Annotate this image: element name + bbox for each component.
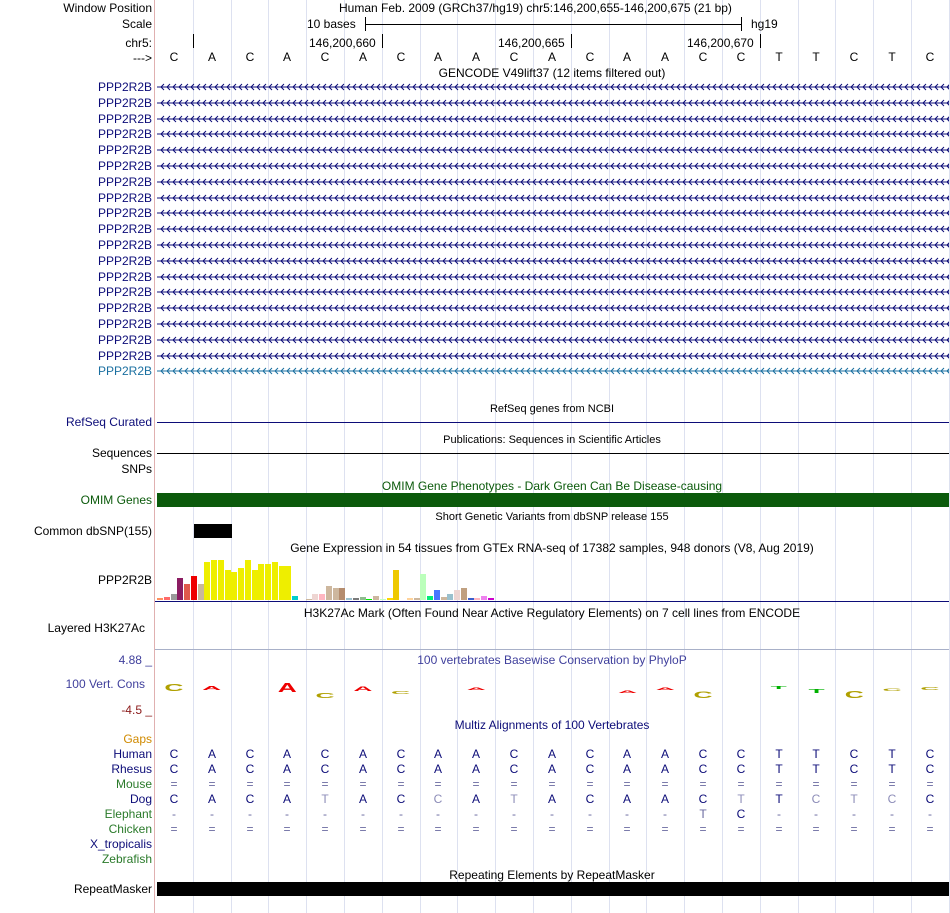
multiz-aligned-base: = <box>699 822 707 836</box>
multiz-aligned-base: - <box>361 807 365 821</box>
multiz-aligned-base: - <box>248 807 252 821</box>
multiz-aligned-base: A <box>660 762 669 776</box>
multiz-aligned-base: = <box>586 777 594 791</box>
gencode-gene-label[interactable]: PPP2R2B <box>97 206 152 220</box>
multiz-species-label[interactable]: Chicken <box>108 822 152 836</box>
multiz-aligned-base: C <box>736 762 746 776</box>
gtex-tissue-bar[interactable] <box>319 594 325 600</box>
gtex-tissue-bar[interactable] <box>353 598 359 600</box>
multiz-aligned-base: - <box>928 807 932 821</box>
gencode-gene-label[interactable]: PPP2R2B <box>97 333 152 347</box>
conservation-logo-glyph: C <box>693 690 713 701</box>
gencode-transcript[interactable] <box>157 301 949 315</box>
gtex-tissue-bar[interactable] <box>393 570 399 600</box>
multiz-aligned-base: C <box>169 792 179 806</box>
multiz-aligned-base: C <box>811 792 821 806</box>
reference-base: A <box>547 50 556 64</box>
multiz-aligned-base: = <box>397 777 405 791</box>
gencode-transcript[interactable] <box>157 112 949 126</box>
multiz-aligned-base: - <box>814 807 818 821</box>
multiz-aligned-base: = <box>208 822 216 836</box>
gencode-transcript[interactable] <box>157 206 949 220</box>
conservation-logo-glyph: A <box>617 690 638 694</box>
multiz-species-label[interactable]: Dog <box>129 792 152 806</box>
refseq-track-label[interactable]: RefSeq Curated <box>65 415 152 429</box>
multiz-aligned-base: T <box>321 792 329 806</box>
multiz-aligned-base: = <box>775 777 783 791</box>
multiz-aligned-base: T <box>850 792 858 806</box>
position-label-2: 146,200,665 <box>498 36 565 50</box>
scale-db-label: hg19 <box>751 17 778 31</box>
repeatmasker-track-title[interactable]: Repeating Elements by RepeatMasker <box>449 868 655 882</box>
gencode-transcript[interactable] <box>157 254 949 268</box>
gtex-tissue-bar[interactable] <box>177 578 183 600</box>
multiz-aligned-base: = <box>775 822 783 836</box>
multiz-aligned-base: T <box>775 792 783 806</box>
multiz-aligned-base: C <box>887 792 897 806</box>
multiz-aligned-base: = <box>283 777 291 791</box>
multiz-aligned-base: A <box>471 792 480 806</box>
gencode-transcript[interactable] <box>157 333 949 347</box>
multiz-aligned-base: = <box>434 777 442 791</box>
multiz-aligned-base: T <box>510 792 518 806</box>
multiz-aligned-base: A <box>282 762 291 776</box>
reference-base: T <box>812 50 820 64</box>
reference-base: C <box>396 50 406 64</box>
position-tick <box>382 34 383 48</box>
multiz-aligned-base: = <box>548 777 556 791</box>
position-tick <box>571 34 572 48</box>
gencode-gene-label[interactable]: PPP2R2B <box>97 317 152 331</box>
gencode-gene-label[interactable]: PPP2R2B <box>97 80 152 94</box>
multiz-aligned-base: - <box>663 807 667 821</box>
multiz-aligned-base: - <box>512 807 516 821</box>
multiz-aligned-base: = <box>926 822 934 836</box>
reference-base: A <box>622 50 631 64</box>
gtex-tissue-bar[interactable] <box>326 586 332 600</box>
multiz-aligned-base: = <box>510 777 518 791</box>
gtex-tissue-bar[interactable] <box>265 564 271 600</box>
repeatmasker-element-bar[interactable] <box>157 882 949 896</box>
multiz-aligned-base: = <box>208 777 216 791</box>
conservation-logo-glyph: T <box>808 688 825 695</box>
gtex-tissue-bar[interactable] <box>231 572 237 600</box>
multiz-aligned-base: - <box>550 807 554 821</box>
multiz-aligned-base: C <box>396 747 406 761</box>
multiz-aligned-base: A <box>547 747 556 761</box>
reference-base: C <box>698 50 708 64</box>
gencode-gene-label[interactable]: PPP2R2B <box>97 175 152 189</box>
conservation-logo[interactable] <box>155 676 949 706</box>
reference-base: C <box>320 50 330 64</box>
gencode-gene-label[interactable]: PPP2R2B <box>97 159 152 173</box>
reference-base: T <box>888 50 896 64</box>
multiz-aligned-base: C <box>320 762 330 776</box>
multiz-aligned-base: = <box>661 777 669 791</box>
multiz-aligned-base: C <box>396 762 406 776</box>
conservation-logo-glyph: T <box>770 685 787 691</box>
chromosome-label: chr5: <box>125 36 152 50</box>
multiz-species-label[interactable]: X_tropicalis <box>89 837 152 851</box>
conservation-logo-glyph: C <box>164 682 184 694</box>
multiz-aligned-base: A <box>207 792 216 806</box>
dbsnp-variant-block[interactable] <box>194 524 232 538</box>
multiz-aligned-base: = <box>586 822 594 836</box>
gencode-gene-label[interactable]: PPP2R2B <box>97 238 152 252</box>
omim-gene-bar[interactable] <box>157 493 949 507</box>
track-label-divider <box>154 0 155 913</box>
multiz-aligned-base: = <box>321 777 329 791</box>
multiz-aligned-base: = <box>472 822 480 836</box>
multiz-aligned-base: - <box>323 807 327 821</box>
gencode-transcript[interactable] <box>157 317 949 331</box>
assembly-position-text: Human Feb. 2009 (GRCh37/hg19) chr5:146,200,655-146,200,675 (21 bp) <box>339 1 732 15</box>
gtex-tissue-bar[interactable] <box>339 588 345 600</box>
multiz-aligned-base: T <box>812 762 820 776</box>
gencode-transcript[interactable] <box>157 285 949 299</box>
multiz-aligned-base: T <box>775 747 783 761</box>
multiz-species-label[interactable]: Gaps <box>123 732 152 746</box>
gtex-tissue-bar[interactable] <box>454 590 460 600</box>
conservation-logo-glyph: C <box>920 686 940 692</box>
gtex-tissue-bar[interactable] <box>380 599 386 600</box>
multiz-aligned-base: - <box>474 807 478 821</box>
repeatmasker-track-label[interactable]: RepeatMasker <box>73 882 152 896</box>
multiz-species-label[interactable]: Mouse <box>115 777 152 791</box>
reference-base: C <box>509 50 519 64</box>
gencode-gene-label[interactable]: PPP2R2B <box>97 349 152 363</box>
multiz-aligned-base: = <box>246 777 254 791</box>
multiz-aligned-base: A <box>358 792 367 806</box>
conservation-ymin-label: -4.5 _ <box>121 703 152 717</box>
h3k27ac-baseline <box>155 649 949 650</box>
gencode-gene-label[interactable]: PPP2R2B <box>97 143 152 157</box>
gtex-tissue-bar[interactable] <box>184 584 190 600</box>
multiz-aligned-base: C <box>736 807 746 821</box>
multiz-aligned-base: C <box>585 762 595 776</box>
multiz-aligned-base: C <box>925 762 935 776</box>
gencode-transcript[interactable] <box>157 143 949 157</box>
multiz-aligned-base: A <box>471 762 480 776</box>
multiz-aligned-base: = <box>926 777 934 791</box>
multiz-aligned-base: A <box>622 762 631 776</box>
gencode-transcript[interactable] <box>157 364 949 378</box>
multiz-aligned-base: = <box>170 777 178 791</box>
reference-base: A <box>207 50 216 64</box>
scale-bar <box>365 24 741 25</box>
multiz-aligned-base: C <box>320 747 330 761</box>
multiz-aligned-base: A <box>547 792 556 806</box>
reference-base: C <box>736 50 746 64</box>
publications-sequences-label[interactable]: Sequences <box>91 446 152 460</box>
reference-base: T <box>775 50 783 64</box>
multiz-track-title[interactable]: Multiz Alignments of 100 Vertebrates <box>454 718 650 732</box>
gtex-tissue-bar[interactable] <box>164 597 170 600</box>
gtex-tissue-bar[interactable] <box>245 560 251 600</box>
window-position-label: Window Position <box>63 1 152 15</box>
multiz-aligned-base: A <box>660 792 669 806</box>
gtex-tissue-bar[interactable] <box>157 598 163 600</box>
multiz-aligned-base: - <box>588 807 592 821</box>
multiz-aligned-base: C <box>585 792 595 806</box>
gtex-tissue-bar[interactable] <box>346 598 352 600</box>
reference-base: A <box>433 50 442 64</box>
multiz-aligned-base: C <box>433 792 443 806</box>
reference-base: A <box>282 50 291 64</box>
multiz-aligned-base: = <box>472 777 480 791</box>
multiz-aligned-base: A <box>433 747 442 761</box>
multiz-aligned-base: - <box>436 807 440 821</box>
conservation-logo-glyph: C <box>315 691 335 700</box>
multiz-aligned-base: = <box>812 777 820 791</box>
multiz-aligned-base: C <box>245 762 255 776</box>
position-label-1: 146,200,660 <box>309 36 376 50</box>
gtex-tissue-bar[interactable] <box>461 588 467 600</box>
multiz-aligned-base: C <box>925 792 935 806</box>
gtex-tissue-bar[interactable] <box>191 576 197 600</box>
multiz-aligned-base: C <box>925 747 935 761</box>
gencode-gene-label[interactable]: PPP2R2B <box>97 222 152 236</box>
gencode-gene-label[interactable]: PPP2R2B <box>97 112 152 126</box>
multiz-aligned-base: A <box>358 762 367 776</box>
multiz-aligned-base: = <box>850 777 858 791</box>
multiz-aligned-base: T <box>888 762 896 776</box>
multiz-species-label[interactable]: Zebrafish <box>101 852 152 866</box>
gtex-track-title[interactable]: Gene Expression in 54 tissues from GTEx RNA-seq of 17382 samples, 948 donors (V8, Aug 2019) <box>290 541 814 555</box>
gtex-tissue-bar[interactable] <box>488 598 494 600</box>
multiz-species-label[interactable]: Human <box>113 747 152 761</box>
gtex-tissue-bar[interactable] <box>366 599 372 600</box>
multiz-aligned-base: - <box>399 807 403 821</box>
multiz-aligned-base: A <box>282 747 291 761</box>
gtex-tissue-bar[interactable] <box>427 596 433 600</box>
reference-base: A <box>358 50 367 64</box>
multiz-aligned-base: C <box>396 792 406 806</box>
multiz-aligned-base: C <box>849 747 859 761</box>
gtex-gene-label[interactable]: PPP2R2B <box>97 573 152 587</box>
gtex-tissue-bar[interactable] <box>211 560 217 600</box>
conservation-logo-glyph: C <box>844 689 864 701</box>
multiz-aligned-base: = <box>812 822 820 836</box>
gencode-transcript[interactable] <box>157 270 949 284</box>
gtex-tissue-bar[interactable] <box>218 560 224 600</box>
gencode-gene-label[interactable]: PPP2R2B <box>97 96 152 110</box>
multiz-aligned-base: A <box>622 747 631 761</box>
multiz-aligned-base: A <box>207 762 216 776</box>
omim-track-title[interactable]: OMIM Gene Phenotypes - Dark Green Can Be Disease-causing <box>381 479 723 493</box>
gencode-transcript[interactable] <box>157 238 949 252</box>
multiz-aligned-base: C <box>169 762 179 776</box>
multiz-aligned-base: A <box>282 792 291 806</box>
conservation-track-label[interactable]: 100 Vert. Cons <box>65 677 145 691</box>
multiz-species-label[interactable]: Rhesus <box>111 762 152 776</box>
multiz-aligned-base: A <box>471 747 480 761</box>
gtex-tissue-bar[interactable] <box>407 598 413 600</box>
gtex-tissue-bar[interactable] <box>285 566 291 600</box>
multiz-aligned-base: - <box>625 807 629 821</box>
position-label-3: 146,200,670 <box>687 36 754 50</box>
reference-base: C <box>169 50 179 64</box>
multiz-aligned-base: T <box>775 762 783 776</box>
multiz-aligned-base: = <box>359 777 367 791</box>
refseq-track-title[interactable]: RefSeq genes from NCBI <box>489 403 615 415</box>
gencode-transcript[interactable] <box>157 127 949 141</box>
multiz-aligned-base: - <box>285 807 289 821</box>
multiz-aligned-base: = <box>510 822 518 836</box>
h3k27ac-track-label[interactable]: Layered H3K27Ac <box>47 621 145 635</box>
gtex-tissue-bar[interactable] <box>312 594 318 600</box>
multiz-aligned-base: A <box>622 792 631 806</box>
multiz-aligned-base: A <box>547 762 556 776</box>
multiz-aligned-base: T <box>699 807 707 821</box>
gencode-gene-label[interactable]: PPP2R2B <box>97 364 152 378</box>
multiz-aligned-base: = <box>623 822 631 836</box>
multiz-aligned-base: C <box>698 762 708 776</box>
gencode-gene-label[interactable]: PPP2R2B <box>97 254 152 268</box>
gtex-tissue-bar[interactable] <box>272 562 278 600</box>
gtex-tissue-bar[interactable] <box>420 574 426 600</box>
publications-track-title[interactable]: Publications: Sequences in Scientific Articles <box>443 434 661 446</box>
position-tick <box>760 34 761 48</box>
gencode-transcript[interactable] <box>157 175 949 189</box>
multiz-aligned-base: - <box>890 807 894 821</box>
conservation-logo-glyph: C <box>391 690 411 696</box>
multiz-aligned-base: = <box>359 822 367 836</box>
multiz-aligned-base: A <box>660 747 669 761</box>
scale-bar-left-tick <box>365 17 366 31</box>
multiz-aligned-base: - <box>852 807 856 821</box>
gtex-baseline <box>155 601 949 602</box>
multiz-aligned-base: C <box>736 747 746 761</box>
reference-base: C <box>585 50 595 64</box>
gencode-transcript[interactable] <box>157 349 949 363</box>
multiz-aligned-base: = <box>623 777 631 791</box>
scale-bar-label: 10 bases <box>307 17 356 31</box>
publications-sequence-line[interactable] <box>157 453 949 454</box>
gencode-gene-label[interactable]: PPP2R2B <box>97 301 152 315</box>
gencode-transcript[interactable] <box>157 80 949 94</box>
publications-snps-label[interactable]: SNPs <box>121 462 152 476</box>
gtex-tissue-bar[interactable] <box>481 596 487 600</box>
reference-base: C <box>849 50 859 64</box>
gencode-gene-label[interactable]: PPP2R2B <box>97 127 152 141</box>
multiz-aligned-base: C <box>698 792 708 806</box>
multiz-aligned-base: T <box>888 747 896 761</box>
multiz-aligned-base: = <box>661 822 669 836</box>
multiz-aligned-base: = <box>850 822 858 836</box>
multiz-aligned-base: = <box>283 822 291 836</box>
scale-bar-right-tick <box>741 17 742 31</box>
conservation-logo-glyph: A <box>353 685 373 693</box>
multiz-aligned-base: = <box>888 822 896 836</box>
multiz-aligned-base: - <box>777 807 781 821</box>
gencode-transcript[interactable] <box>157 222 949 236</box>
multiz-aligned-base: = <box>737 822 745 836</box>
gencode-gene-label[interactable]: PPP2R2B <box>97 285 152 299</box>
conservation-logo-glyph: C <box>882 688 902 692</box>
gtex-tissue-bar[interactable] <box>434 590 440 600</box>
multiz-aligned-base: = <box>321 822 329 836</box>
reference-base: C <box>925 50 935 64</box>
multiz-aligned-base: A <box>433 762 442 776</box>
gencode-transcript[interactable] <box>157 159 949 173</box>
gencode-transcript[interactable] <box>157 96 949 110</box>
gtex-tissue-bar[interactable] <box>238 568 244 600</box>
gtex-tissue-bar[interactable] <box>204 562 210 600</box>
multiz-aligned-base: C <box>245 792 255 806</box>
conservation-logo-glyph: A <box>202 685 222 692</box>
multiz-aligned-base: - <box>172 807 176 821</box>
multiz-species-label[interactable]: Elephant <box>104 807 152 821</box>
gencode-track-title[interactable]: GENCODE V49lift37 (12 items filtered out) <box>438 66 666 80</box>
multiz-aligned-base: = <box>737 777 745 791</box>
multiz-aligned-base: = <box>548 822 556 836</box>
conservation-logo-glyph: A <box>655 687 675 691</box>
multiz-aligned-base: A <box>358 747 367 761</box>
gtex-tissue-bar[interactable] <box>447 594 453 600</box>
multiz-aligned-base: C <box>169 747 179 761</box>
multiz-aligned-base: = <box>397 822 405 836</box>
multiz-aligned-base: = <box>699 777 707 791</box>
omim-track-label[interactable]: OMIM Genes <box>80 493 152 507</box>
gencode-gene-label[interactable]: PPP2R2B <box>97 270 152 284</box>
reference-base: A <box>660 50 669 64</box>
reference-base: A <box>471 50 480 64</box>
conservation-ymax-label: 4.88 _ <box>118 653 152 667</box>
multiz-aligned-base: A <box>207 747 216 761</box>
gtex-tissue-bar[interactable] <box>258 564 264 600</box>
position-tick <box>193 34 194 48</box>
h3k27ac-track-title[interactable]: H3K27Ac Mark (Often Found Near Active Regulatory Elements) on 7 cell lines from ENCODE <box>303 606 801 620</box>
multiz-aligned-base: C <box>509 747 519 761</box>
gtex-tissue-bar[interactable] <box>474 598 480 600</box>
strand-label: ---> <box>133 51 152 65</box>
multiz-aligned-base: C <box>849 762 859 776</box>
gtex-tissue-bar[interactable] <box>373 596 379 600</box>
scale-label: Scale <box>121 17 152 31</box>
refseq-gene-line[interactable] <box>157 422 949 423</box>
multiz-aligned-base: C <box>698 747 708 761</box>
conservation-logo-glyph: A <box>277 680 297 696</box>
multiz-aligned-base: = <box>434 822 442 836</box>
gencode-transcript[interactable] <box>157 191 949 205</box>
multiz-aligned-base: T <box>812 747 820 761</box>
multiz-aligned-base: = <box>170 822 178 836</box>
multiz-aligned-base: - <box>210 807 214 821</box>
conservation-track-title[interactable]: 100 vertebrates Basewise Conservation by PhyloP <box>417 653 687 667</box>
dbsnp-track-title[interactable]: Short Genetic Variants from dbSNP release 155 <box>435 511 669 523</box>
multiz-aligned-base: = <box>246 822 254 836</box>
reference-base: C <box>245 50 255 64</box>
multiz-aligned-base: C <box>245 747 255 761</box>
multiz-aligned-base: C <box>585 747 595 761</box>
multiz-aligned-base: T <box>737 792 745 806</box>
multiz-aligned-base: C <box>509 762 519 776</box>
gencode-gene-label[interactable]: PPP2R2B <box>97 191 152 205</box>
conservation-logo-glyph: A <box>466 687 486 691</box>
dbsnp-track-label[interactable]: Common dbSNP(155) <box>33 524 152 538</box>
multiz-aligned-base: = <box>888 777 896 791</box>
gtex-tissue-bar[interactable] <box>292 596 298 600</box>
